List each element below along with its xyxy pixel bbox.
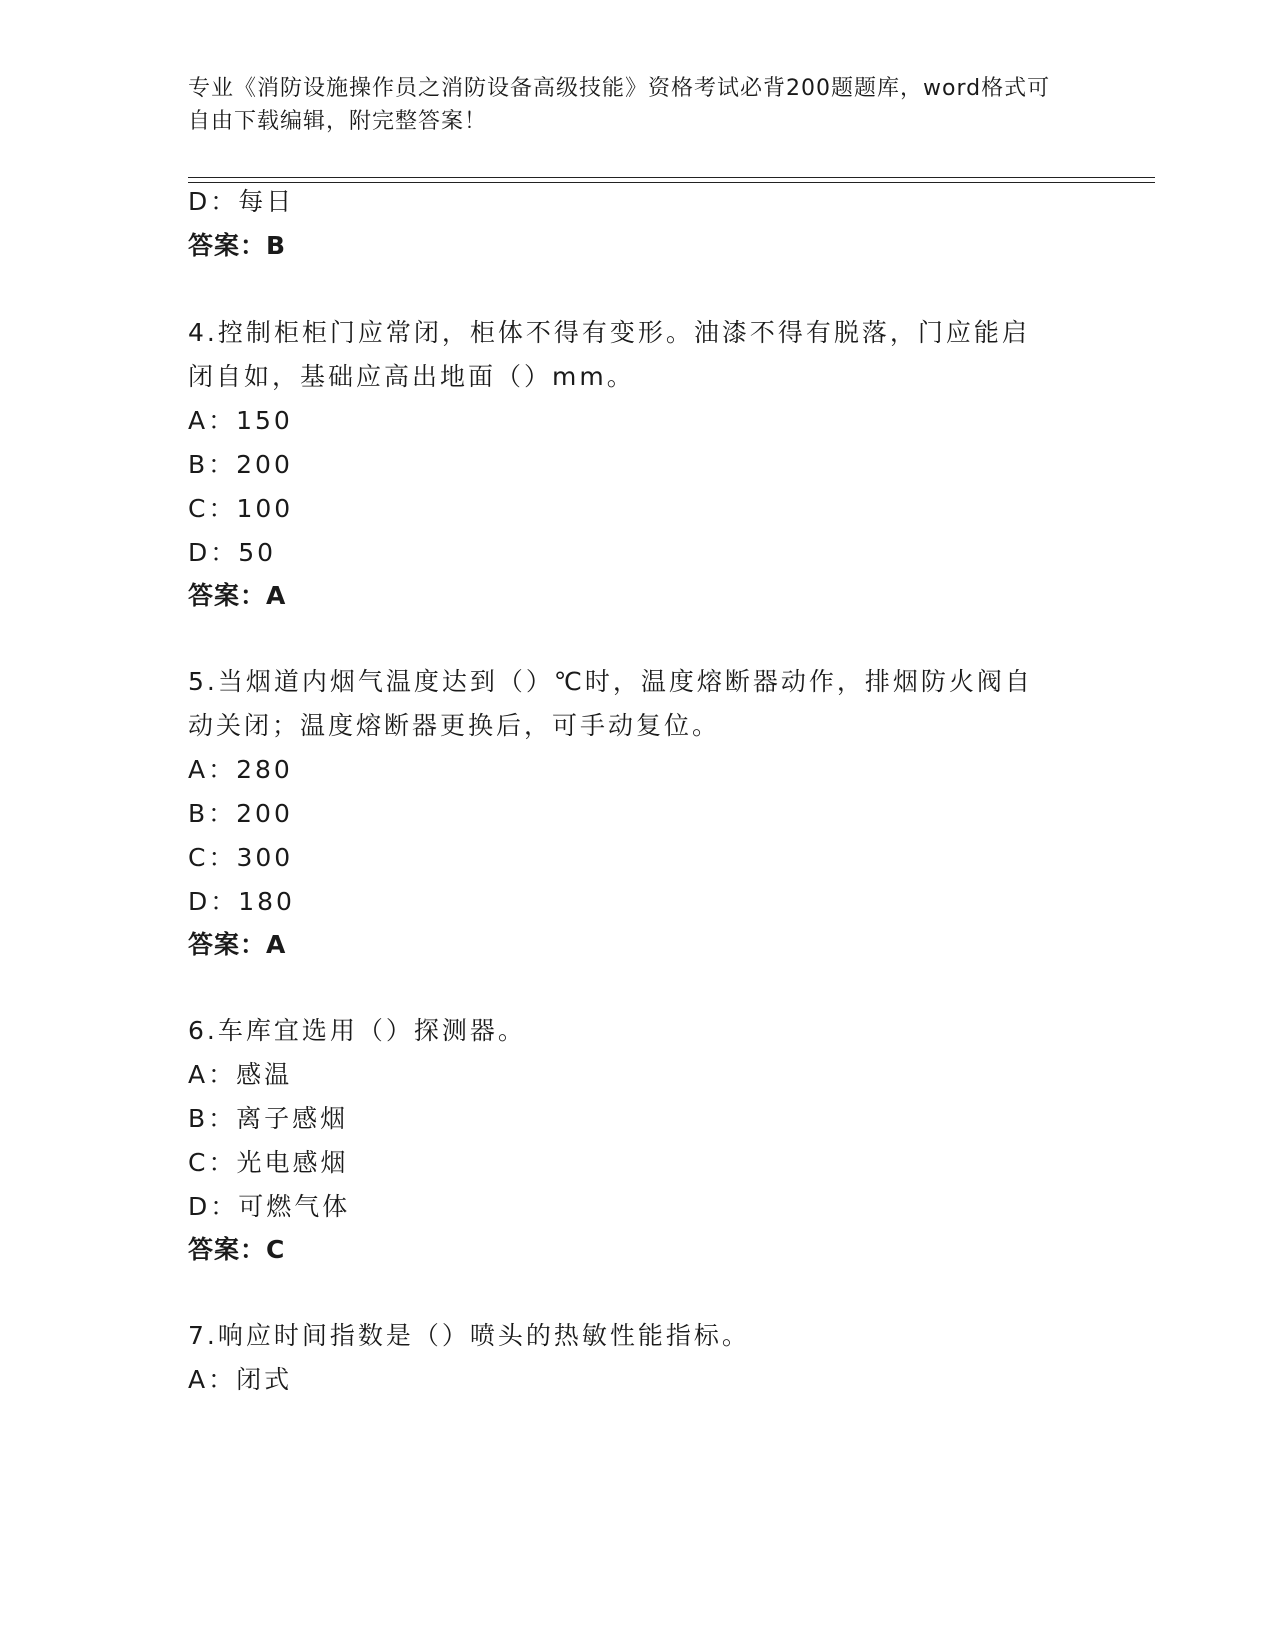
question-stem: 6.车库宜选用（）探测器。 [188, 1016, 526, 1045]
question-stem: 闭自如，基础应高出地面（）mm。 [188, 362, 635, 391]
option-a: A：150 [188, 406, 293, 435]
answer: 答案：B [188, 231, 287, 260]
option-c: C：100 [188, 494, 294, 523]
question-stem: 动关闭；温度熔断器更换后，可手动复位。 [188, 711, 721, 740]
option-b: B：200 [188, 450, 293, 479]
option-b: B：离子感烟 [188, 1104, 349, 1133]
option-d: D：50 [188, 538, 277, 567]
option-a: A：280 [188, 755, 293, 784]
option-d: D：180 [188, 887, 295, 916]
header-rule-top [188, 177, 1155, 178]
answer: 答案：A [188, 930, 287, 959]
question-stem: 4.控制柜柜门应常闭，柜体不得有变形。油漆不得有脱落，门应能启 [188, 318, 1030, 347]
option-d: D：可燃气体 [188, 1192, 351, 1221]
option-d: D：每日 [188, 187, 295, 216]
header-rule-bottom [188, 182, 1155, 183]
question-stem: 7.响应时间指数是（）喷头的热敏性能指标。 [188, 1321, 750, 1350]
option-c: C：300 [188, 843, 294, 872]
option-a: A：感温 [188, 1060, 293, 1089]
question-stem: 5.当烟道内烟气温度达到（）℃时，温度熔断器动作，排烟防火阀自 [188, 667, 1033, 696]
answer: 答案：A [188, 581, 287, 610]
option-a: A：闭式 [188, 1365, 293, 1394]
header-text: 专业《消防设施操作员之消防设备高级技能》资格考试必背200题题库，word格式可自由下载编辑，附完整答案！ [188, 76, 1051, 134]
option-b: B：200 [188, 799, 293, 828]
answer: 答案：C [188, 1235, 286, 1264]
page-header [188, 72, 1068, 138]
option-c: C：光电感烟 [188, 1148, 349, 1177]
